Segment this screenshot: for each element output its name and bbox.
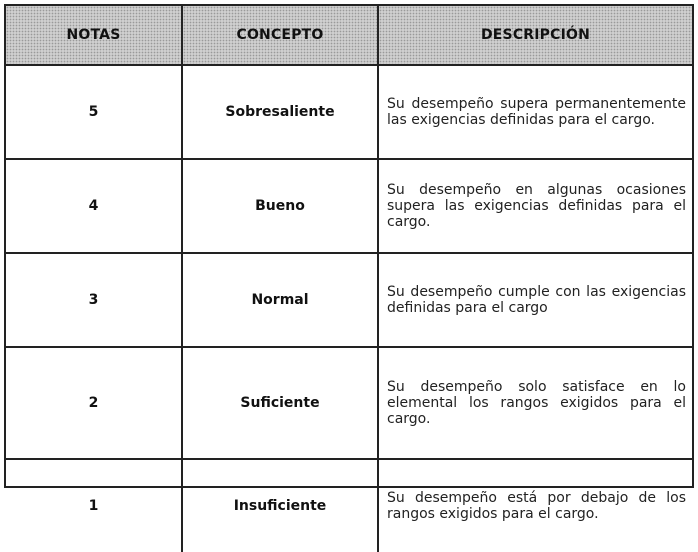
cell-descripcion: Su desempeño está por debajo de los rangos exigidos para el cargo.	[378, 459, 692, 552]
table-row	[6, 65, 692, 159]
cell-descripcion: Su desempeño cumple con las exigencias definidas para el cargo	[378, 253, 692, 347]
cell-concepto: Sobresaliente	[182, 65, 378, 159]
table-row	[6, 347, 692, 459]
table-body	[6, 65, 692, 552]
cell-descripcion: Su desempeño en algunas ocasiones supera las exigencias definidas para el cargo.	[378, 159, 692, 253]
cell-concepto: Insuficiente	[182, 459, 378, 552]
grades-table	[6, 6, 692, 552]
cell-descripcion: Su desempeño solo satisface en lo elemental los rangos exigidos para el cargo.	[378, 347, 692, 459]
table-row	[6, 459, 692, 552]
cell-concepto: Normal	[182, 253, 378, 347]
header-concepto	[182, 6, 378, 65]
cell-concepto: Bueno	[182, 159, 378, 253]
evaluation-table	[4, 4, 694, 522]
cell-descripcion: Su desempeño supera permanentemente las exigencias definidas para el cargo.	[378, 65, 692, 159]
header-row	[6, 6, 692, 65]
header-notas	[6, 6, 182, 65]
header-descripcion-label: DESCRIPCIÓN	[480, 27, 591, 43]
header-descripcion	[378, 6, 692, 65]
header-notas-label: NOTAS	[66, 27, 121, 43]
header-concepto-label: CONCEPTO	[236, 27, 324, 43]
cell-nota: 5	[6, 65, 182, 159]
cell-nota: 3	[6, 253, 182, 347]
cell-nota: 4	[6, 159, 182, 253]
table-row	[6, 159, 692, 253]
cell-nota: 2	[6, 347, 182, 459]
table-header	[6, 6, 692, 65]
cell-concepto: Suficiente	[182, 347, 378, 459]
table-row	[6, 253, 692, 347]
cell-nota: 1	[6, 459, 182, 552]
